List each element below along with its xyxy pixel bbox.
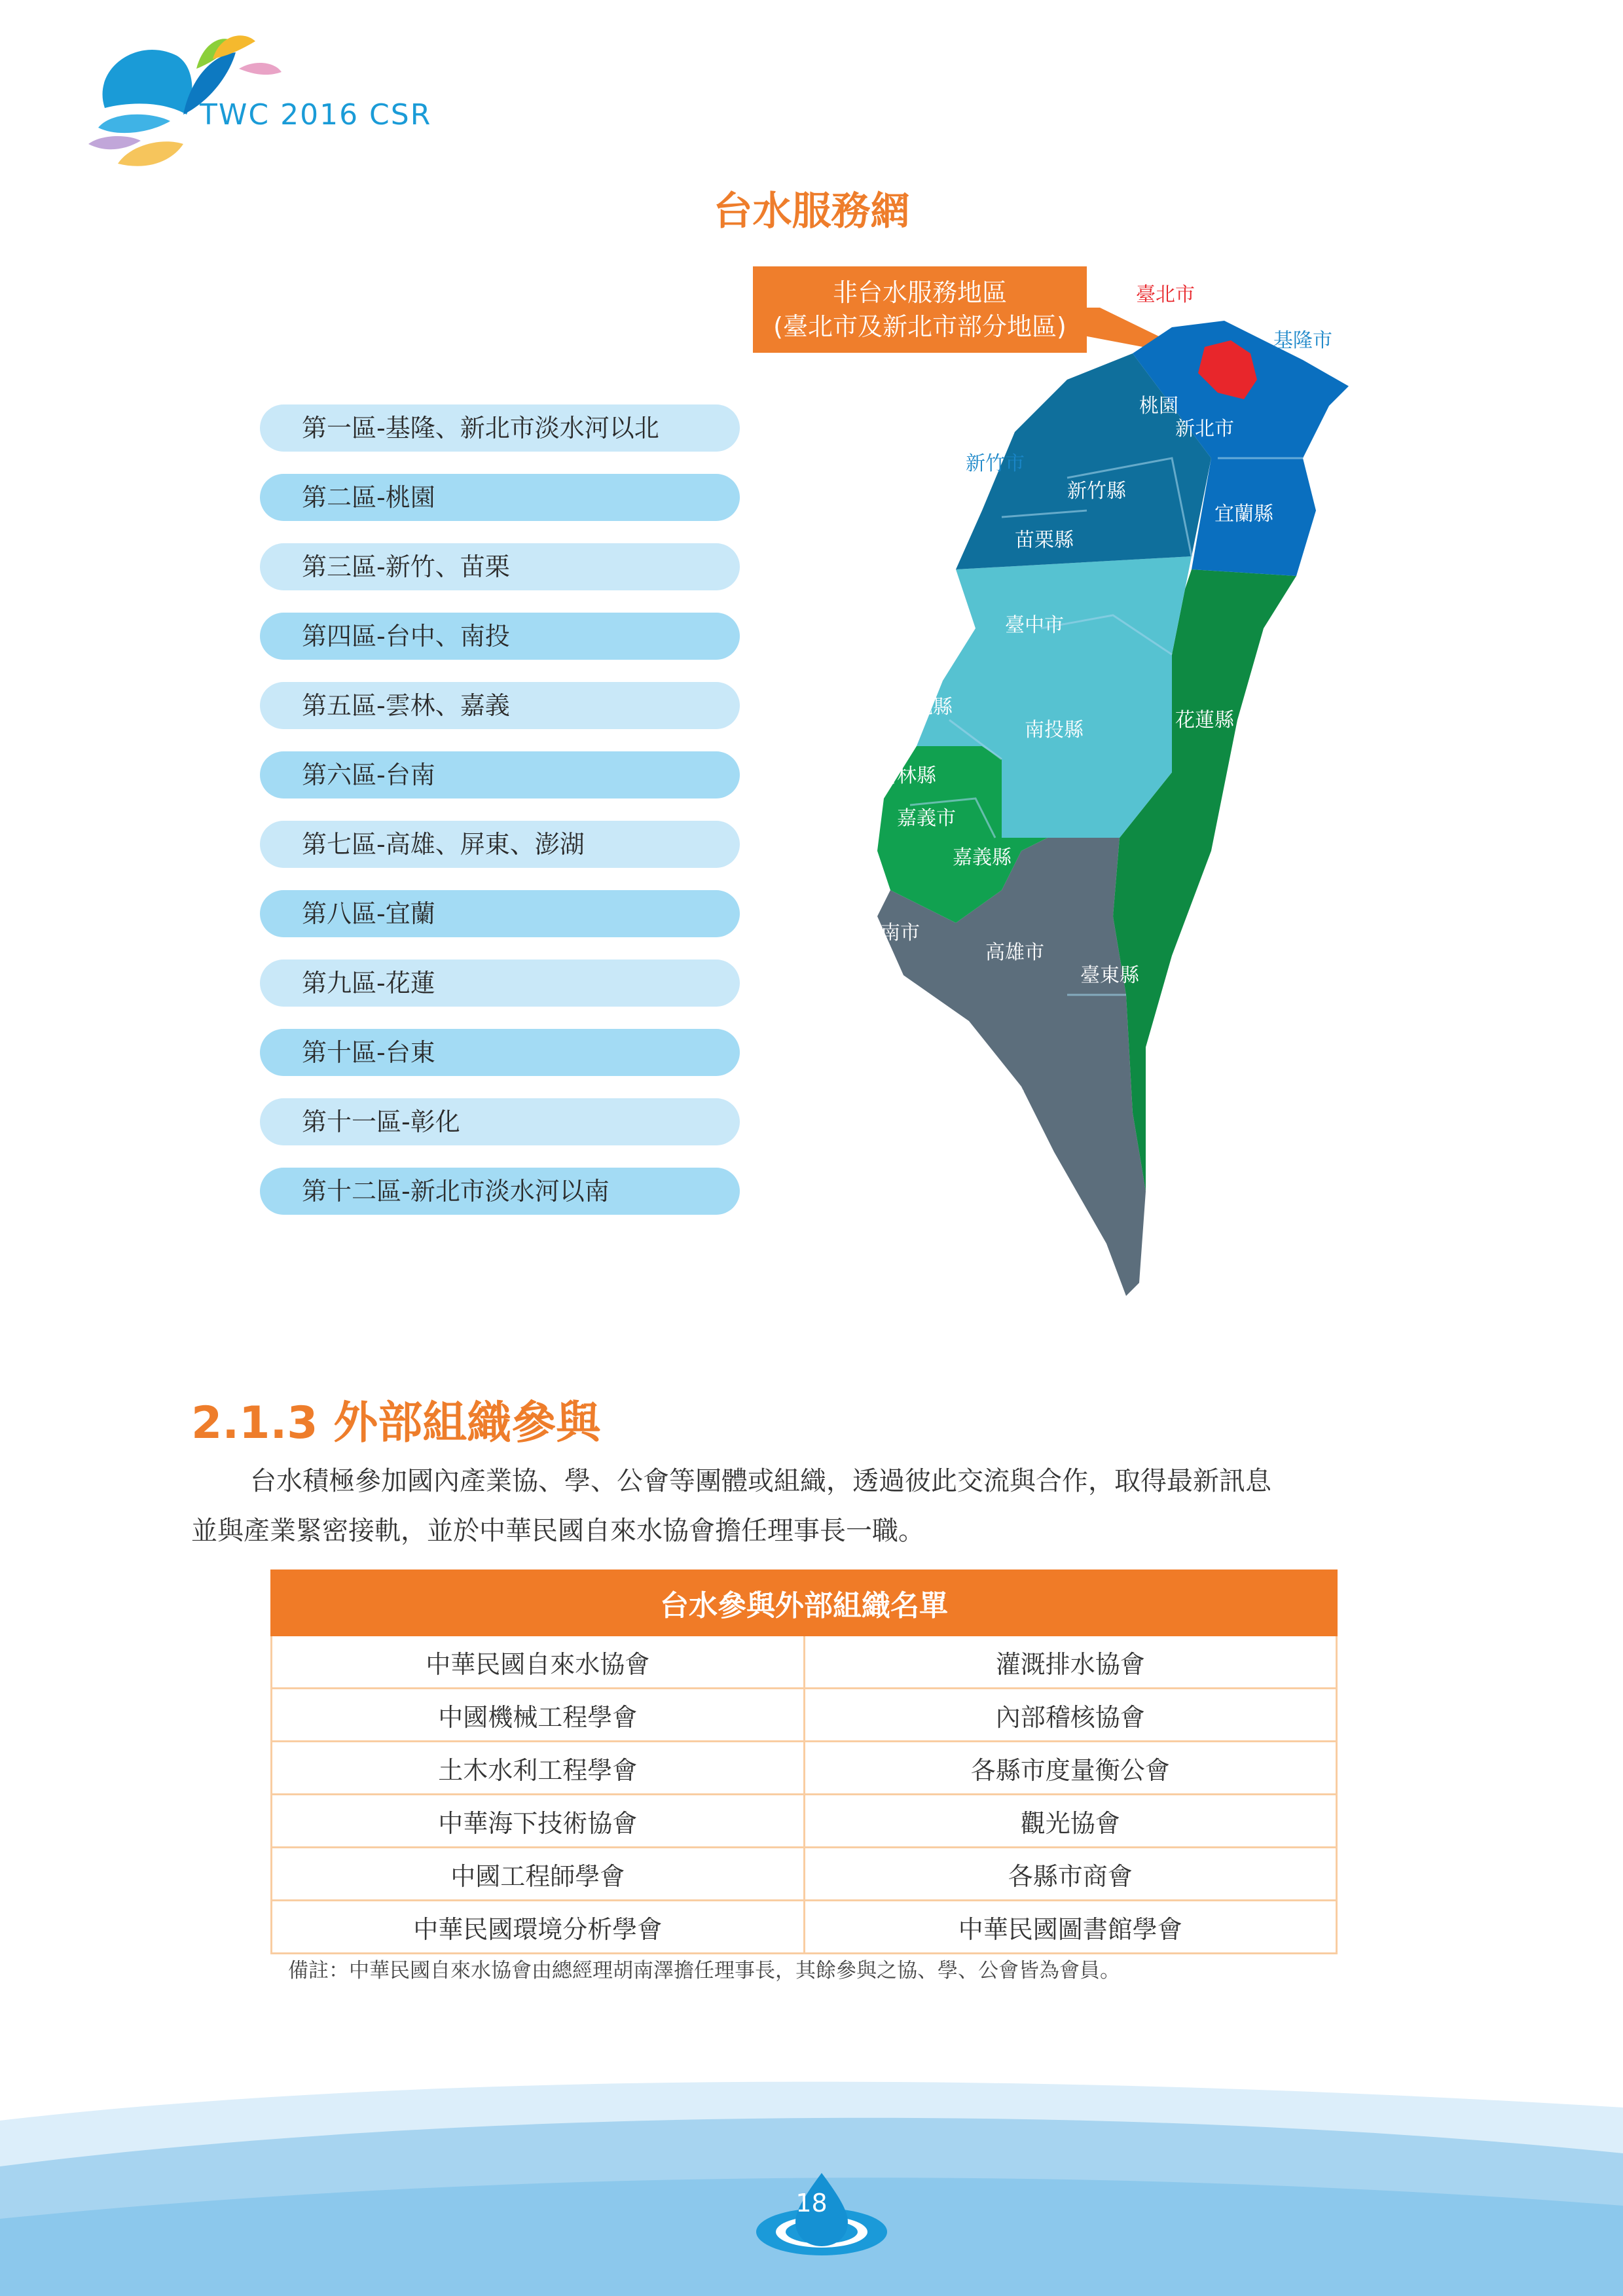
table-row [272, 1848, 1337, 1901]
table-row [272, 1636, 1337, 1689]
body-paragraph-line2: 並與產業緊密接軌，並於中華民國自來水協會擔任理事長一職。 [191, 1516, 924, 1546]
district-7: 第七區-高雄、屏東、澎湖 [260, 821, 740, 868]
section-title: 2.1.3 外部組織參與 [191, 1397, 601, 1449]
map-label-yilan: 宜蘭縣 [1214, 503, 1273, 526]
map-label-pingtung: 屏東縣 [966, 1088, 1025, 1111]
map-label-keelung: 基隆市 [1273, 329, 1332, 352]
map-label-kaohsiung: 高雄市 [985, 941, 1044, 964]
map-label-hsinchu-city: 新竹市 [966, 452, 1025, 475]
table-cell: 中華民國圖書館學會 [804, 1901, 1337, 1954]
map-label-hsinchu-county: 新竹縣 [1067, 480, 1126, 503]
district-12: 第十二區-新北市淡水河以南 [260, 1168, 740, 1215]
district-3: 第三區-新竹、苗栗 [260, 543, 740, 590]
district-10: 第十區-台東 [260, 1029, 740, 1076]
table-row [272, 1742, 1337, 1795]
map-label-nantou: 南投縣 [1025, 719, 1084, 742]
page-number: 18 [795, 2189, 828, 2217]
map-label-changhua: 彰化縣 [894, 696, 953, 719]
table-cell: 中國工程師學會 [272, 1848, 805, 1901]
body-paragraph-line1: 台水積極參加國內產業協、學、公會等團體或組織，透過彼此交流與合作，取得最新訊息 [250, 1466, 1271, 1496]
map-title: 台水服務網 [713, 188, 910, 234]
table-note: 備註：中華民國自來水協會由總經理胡南澤擔任理事長，其餘參與之協、學、公會皆為會員。 [288, 1959, 1120, 1982]
map-region-south [877, 838, 1146, 1296]
district-9: 第九區-花蓮 [260, 960, 740, 1007]
table-row [272, 1795, 1337, 1848]
district-11: 第十一區-彰化 [260, 1098, 740, 1145]
table-cell: 中華民國環境分析學會 [272, 1901, 805, 1954]
table-cell: 中國機械工程學會 [272, 1689, 805, 1742]
table-row [272, 1901, 1337, 1954]
map-label-chiayi-county: 嘉義縣 [953, 846, 1012, 869]
map-label-taitung: 臺東縣 [1080, 964, 1139, 987]
district-1: 第一區-基隆、新北市淡水河以北 [260, 404, 740, 452]
map-label-taichung: 臺中市 [1005, 614, 1064, 637]
map-label-yunlin: 雲林縣 [877, 764, 936, 787]
map-label-chiayi-city: 嘉義市 [897, 807, 956, 830]
callout-line1: 非台水服務地區 [832, 278, 1007, 307]
district-6: 第六區-台南 [260, 751, 740, 798]
map-label-miaoli: 苗栗縣 [1015, 529, 1074, 552]
logo-text: TWC 2016 CSR [200, 98, 432, 132]
map-label-tainan: 臺南市 [861, 922, 920, 944]
table-cell: 各縣市商會 [804, 1848, 1337, 1901]
footer-wave [0, 2068, 1623, 2296]
district-5: 第五區-雲林、嘉義 [260, 682, 740, 729]
map-label-new-taipei: 新北市 [1175, 418, 1234, 440]
table-cell: 灌溉排水協會 [804, 1636, 1337, 1689]
map-label-taipei: 臺北市 [1136, 283, 1195, 306]
district-4: 第四區-台中、南投 [260, 613, 740, 660]
taiwan-service-map [805, 262, 1381, 1309]
table-cell: 中華民國自來水協會 [272, 1636, 805, 1689]
table-title: 台水參與外部組織名單 [272, 1571, 1337, 1636]
external-organizations-table [270, 1570, 1338, 1954]
table-cell: 中華海下技術協會 [272, 1795, 805, 1848]
table-row [272, 1689, 1337, 1742]
map-label-hualien: 花蓮縣 [1175, 709, 1234, 732]
table-cell: 各縣市度量衡公會 [804, 1742, 1337, 1795]
district-8: 第八區-宜蘭 [260, 890, 740, 937]
table-cell: 土木水利工程學會 [272, 1742, 805, 1795]
section-body [191, 1456, 1435, 1556]
callout-line2: (臺北市及新北市部分地區) [773, 312, 1067, 341]
table-cell: 內部稽核協會 [804, 1689, 1337, 1742]
district-2: 第二區-桃園 [260, 474, 740, 521]
table-cell: 觀光協會 [804, 1795, 1337, 1848]
map-label-taoyuan: 桃園 [1139, 395, 1178, 418]
